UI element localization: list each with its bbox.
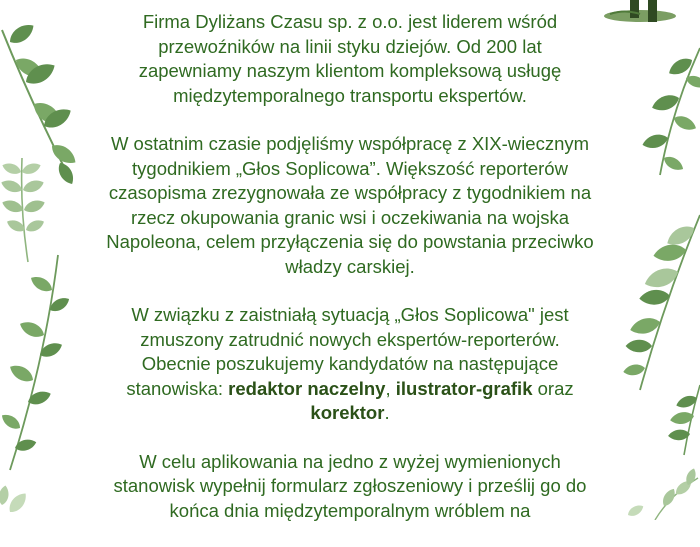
role-illustrator: ilustrator-grafik <box>395 377 533 399</box>
left-fern <box>0 158 46 262</box>
right-upper-branch <box>641 48 700 175</box>
application-paragraph: W celu aplikowania na jedno z wyżej wymienionych stanowisk wypełnij formularz zgłoszeniowy i prześlij go do końca dnia międzytemporalnym wróblem na <box>113 450 587 521</box>
text-column <box>105 10 595 547</box>
bottom-left-leaves <box>0 485 30 516</box>
role-proofreader: korektor <box>310 402 385 423</box>
positions-end: . <box>384 402 390 423</box>
separator-1: , <box>385 377 396 399</box>
intro-paragraph: Firma Dyliżans Czasu sp. z o.o. jest liderem wśród przewoźników na linii styku dziejów. Od 200 lat zapewniamy naszym klientom kompleksową usługę międzytemporalnego transportu ekspertów. <box>138 11 562 106</box>
role-editor-in-chief: redaktor naczelny <box>228 377 386 399</box>
cooperation-paragraph: W ostatnim czasie podjęliśmy współpracę z XIX-wiecznym tygodnikiem „Głos Soplicowa”. Większość reporterów czasopisma zrezygnowała ze współpracy z tygodnikiem na rzecz okupowania granic wsi i oczekiwania na wojska Napoleona, celem przyłączenia się do powstania przeciwko władzy carskiej. <box>106 133 594 277</box>
bottom-right-sprigs <box>626 467 698 520</box>
left-lower-branch <box>0 255 72 470</box>
top-left-branch <box>2 20 79 187</box>
positions-lead: W związku z zaistniałą sytuacją „Głos Soplicowa" jest zmuszony zatrudnić nowych ekspertów-reporterów. Obecnie poszukujemy kandydatów na następujące stanowiska: <box>126 304 569 399</box>
separator-2: oraz <box>532 377 574 399</box>
top-right-figure <box>604 0 676 22</box>
right-lower-fern <box>668 385 700 455</box>
right-middle-branch <box>622 215 700 390</box>
positions-paragraph <box>105 303 595 426</box>
